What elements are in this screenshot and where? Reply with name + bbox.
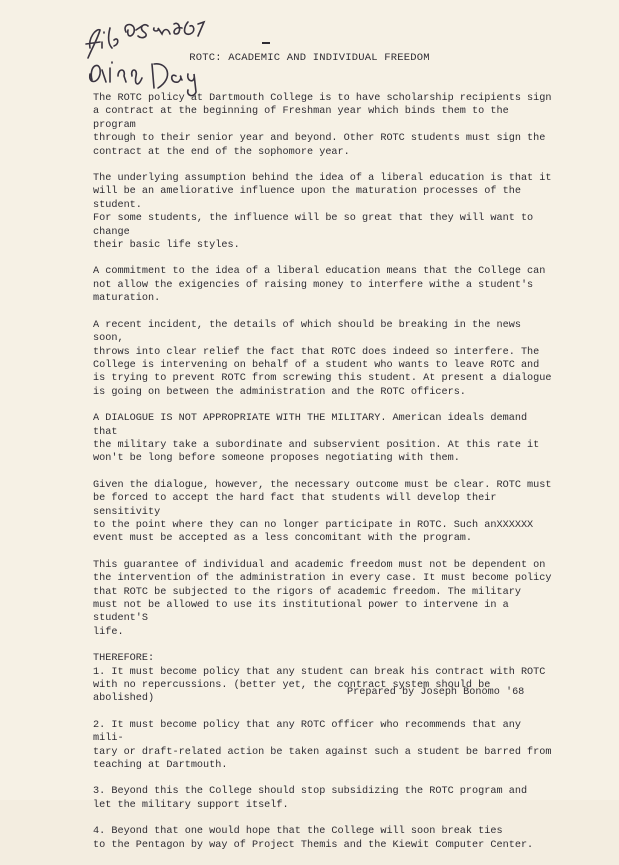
- page-title: ROTC: ACADEMIC AND INDIVIDUAL FREEDOM: [189, 52, 430, 64]
- paragraph-7: This guarantee of individual and academic freedom must not be dependent on the intervention of the administration in every case. It must become policy that ROTC be subjected to the rigors of academic freedom. The military must not be allowed to use its institutional power to intervene in a student'S life.: [93, 559, 552, 638]
- paragraph-1: The ROTC policy at Dartmouth College is to have scholarship recipients sign a contract at the beginning of Freshman year which binds them to the program through to their senior year and beyond. Other ROTC students must sign the contract at the end of the sophomore year.: [93, 93, 552, 158]
- document-body: [93, 92, 553, 865]
- paragraph-2: The underlying assumption behind the idea of a liberal education is that it will be an ameliorative influence upon the maturation processes of the student. For some students, the influence will be so great that they will want to change their basic life styles.: [93, 173, 552, 252]
- point-1: 1. It must become policy that any student can break his contract with ROTC with no repercussions. (better yet, the contract system should be abolished): [93, 666, 546, 705]
- point-3: 3. Beyond this the College should stop subsidizing the ROTC program and let the military support itself.: [93, 786, 528, 811]
- paragraph-5: A DIALOGUE IS NOT APPROPRIATE WITH THE MILITARY. American ideals demand that the military take a subordinate and subservient position. At this rate it won't be long before someone proposes negotiating with them.: [93, 413, 540, 465]
- paragraph-3: A commitment to the idea of a liberal education means that the College can not allow the exigencies of raising money to interfere withe a student's maturation.: [93, 266, 546, 305]
- signature-line: Prepared by Joseph Bonomo '68: [347, 687, 525, 698]
- therefore-heading: THEREFORE:: [93, 653, 155, 665]
- paragraph-4: A recent incident, the details of which should be breaking in the news soon, throws into clear relief the fact that ROTC does indeed so interfere. The College is intervening on behalf of a student who wants to leave ROTC and is trying to prevent ROTC from screwing this student. At present a dialogue is going on between the administration and the ROTC officers.: [93, 319, 552, 398]
- point-4: 4. Beyond that one would hope that the College will soon break ties to the Pentagon by way of Project Themis and the Kiewit Computer Center.: [93, 826, 534, 851]
- paragraph-6: Given the dialogue, however, the necessary outcome must be clear. ROTC must be forced to accept the hard fact that students will develop their sensitivity to the point where they can no longer participate in ROTC. Such anXXXXXX event must be accepted as a less concomitant with the program.: [93, 479, 552, 545]
- title-mark: [262, 42, 270, 44]
- point-2: 2. It must become policy that any ROTC officer who recommends that any mili- tary or draft-related action be taken against such a student be barred from teaching at Dartmouth.: [93, 719, 552, 772]
